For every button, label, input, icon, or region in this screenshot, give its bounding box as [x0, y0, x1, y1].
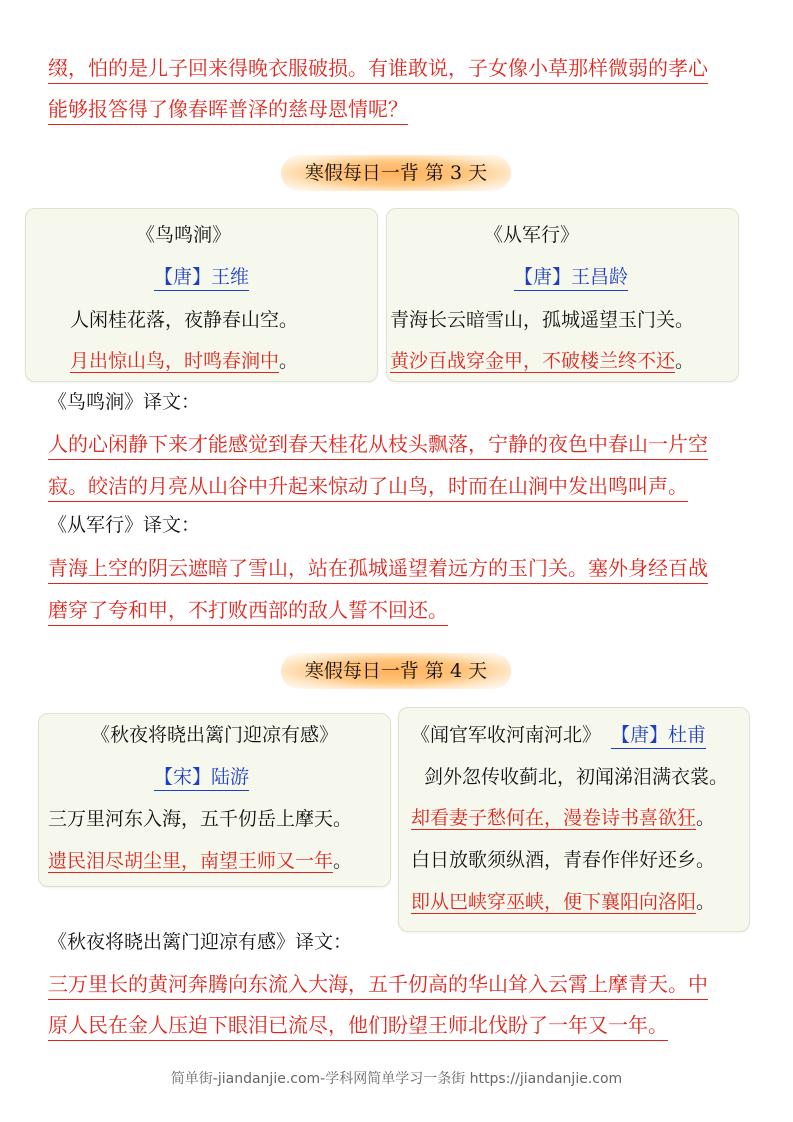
poem-line-2: [48, 848, 352, 874]
poem-title: 《鸟鸣涧》: [136, 224, 232, 246]
page-footer: 简单街-jiandanjie.com-学科网简单学习一条街 https://jiandanjie.com: [170, 1071, 623, 1087]
poem-line-2: [390, 348, 694, 374]
poem-card-wenguanjun: [398, 707, 750, 932]
day3-heading: 寒假每日一背 第 3 天: [281, 155, 511, 191]
translation-qiuye-line-2: 原人民在金人压迫下眼泪已流尽，他们盼望王师北伐盼了一年又一年。: [48, 1011, 668, 1041]
poem-line-2-text: 遗民泪尽胡尘里，南望王师又一年: [48, 850, 334, 872]
poem-line-2: [70, 348, 298, 374]
translation-congjunxing-line-2: 磨穿了夸和甲，不打败西部的敌人誓不回还。: [48, 596, 448, 626]
translation-qiuye-line-1: 三万里长的黄河奔腾向东流入大海，五千仞高的华山耸入云霄上摩青天。中: [48, 970, 708, 1000]
poem-line-2-end: 。: [333, 850, 353, 872]
translation-label-niaoming: 《鸟鸣涧》译文：: [48, 391, 201, 413]
translation-niaoming-line-1: 人的心闲静下来才能感觉到春天桂花从枝头飘落，宁静的夜色中春山一片空: [48, 430, 708, 460]
poem-author: 【宋】陆游: [154, 764, 249, 791]
poem-line-1: 人闲桂花落，夜静春山空。: [70, 309, 299, 331]
poem-line-2-text: 黄沙百战穿金甲，不破楼兰终不还: [390, 350, 676, 372]
poem-title: 《闻官军收河南河北》: [411, 724, 602, 746]
poem-title: 《秋夜将晓出篱门迎凉有感》: [91, 724, 339, 746]
poem-line-1: 三万里河东入海，五千仞岳上摩天。: [48, 808, 353, 830]
translation-niaoming-line-2: 寂。皎洁的月亮从山谷中升起来惊动了山鸟，时而在山涧中发出鸣叫声。: [48, 472, 688, 502]
translation-label-qiuye: 《秋夜将晓出篱门迎凉有感》译文：: [48, 931, 353, 953]
poem-line-3: 白日放歌须纵酒，青春作伴好还乡。: [411, 849, 716, 871]
poem-author: 【唐】王维: [154, 264, 249, 291]
poem-card-niaoming: [25, 208, 378, 382]
intro-line-2: 能够报答得了像春晖普泽的慈母恩情呢？: [48, 95, 408, 125]
poem-line-2-text: 却看妻子愁何在，漫卷诗书喜欲狂: [411, 807, 697, 829]
poem-card-qiuye: [38, 713, 391, 887]
poem-line-1: 剑外忽传收蓟北，初闻涕泪满衣裳。: [424, 766, 729, 788]
poem-line-1: 青海长云暗雪山，孤城遥望玉门关。: [390, 309, 695, 331]
translation-congjunxing-line-1: 青海上空的阴云遮暗了雪山，站在孤城遥望着远方的玉门关。塞外身经百战: [48, 554, 708, 584]
poem-line-4-text: 即从巴峡穿巫峡，便下襄阳向洛阳: [411, 891, 697, 913]
day4-heading: 寒假每日一背 第 4 天: [281, 653, 511, 689]
poem-line-4: [411, 889, 715, 915]
poem-line-2-text: 月出惊山鸟，时鸣春涧中: [70, 350, 280, 372]
poem-line-4-end: 。: [696, 891, 716, 913]
poem-title: 《从军行》: [484, 224, 580, 246]
intro-line-1: 缀，怕的是儿子回来得晚衣服破损。有谁敢说，子女像小草那样微弱的孝心: [48, 54, 708, 84]
poem-line-2: [411, 805, 715, 831]
translation-label-congjunxing: 《从军行》译文：: [48, 514, 201, 536]
poem-author: 【唐】杜甫: [611, 722, 706, 749]
poem-line-2-end: 。: [675, 350, 695, 372]
poem-author: 【唐】王昌龄: [514, 264, 628, 291]
poem-card-congjunxing: [386, 208, 739, 382]
poem-line-2-end: 。: [696, 807, 716, 829]
poem-line-2-end: 。: [279, 350, 299, 372]
